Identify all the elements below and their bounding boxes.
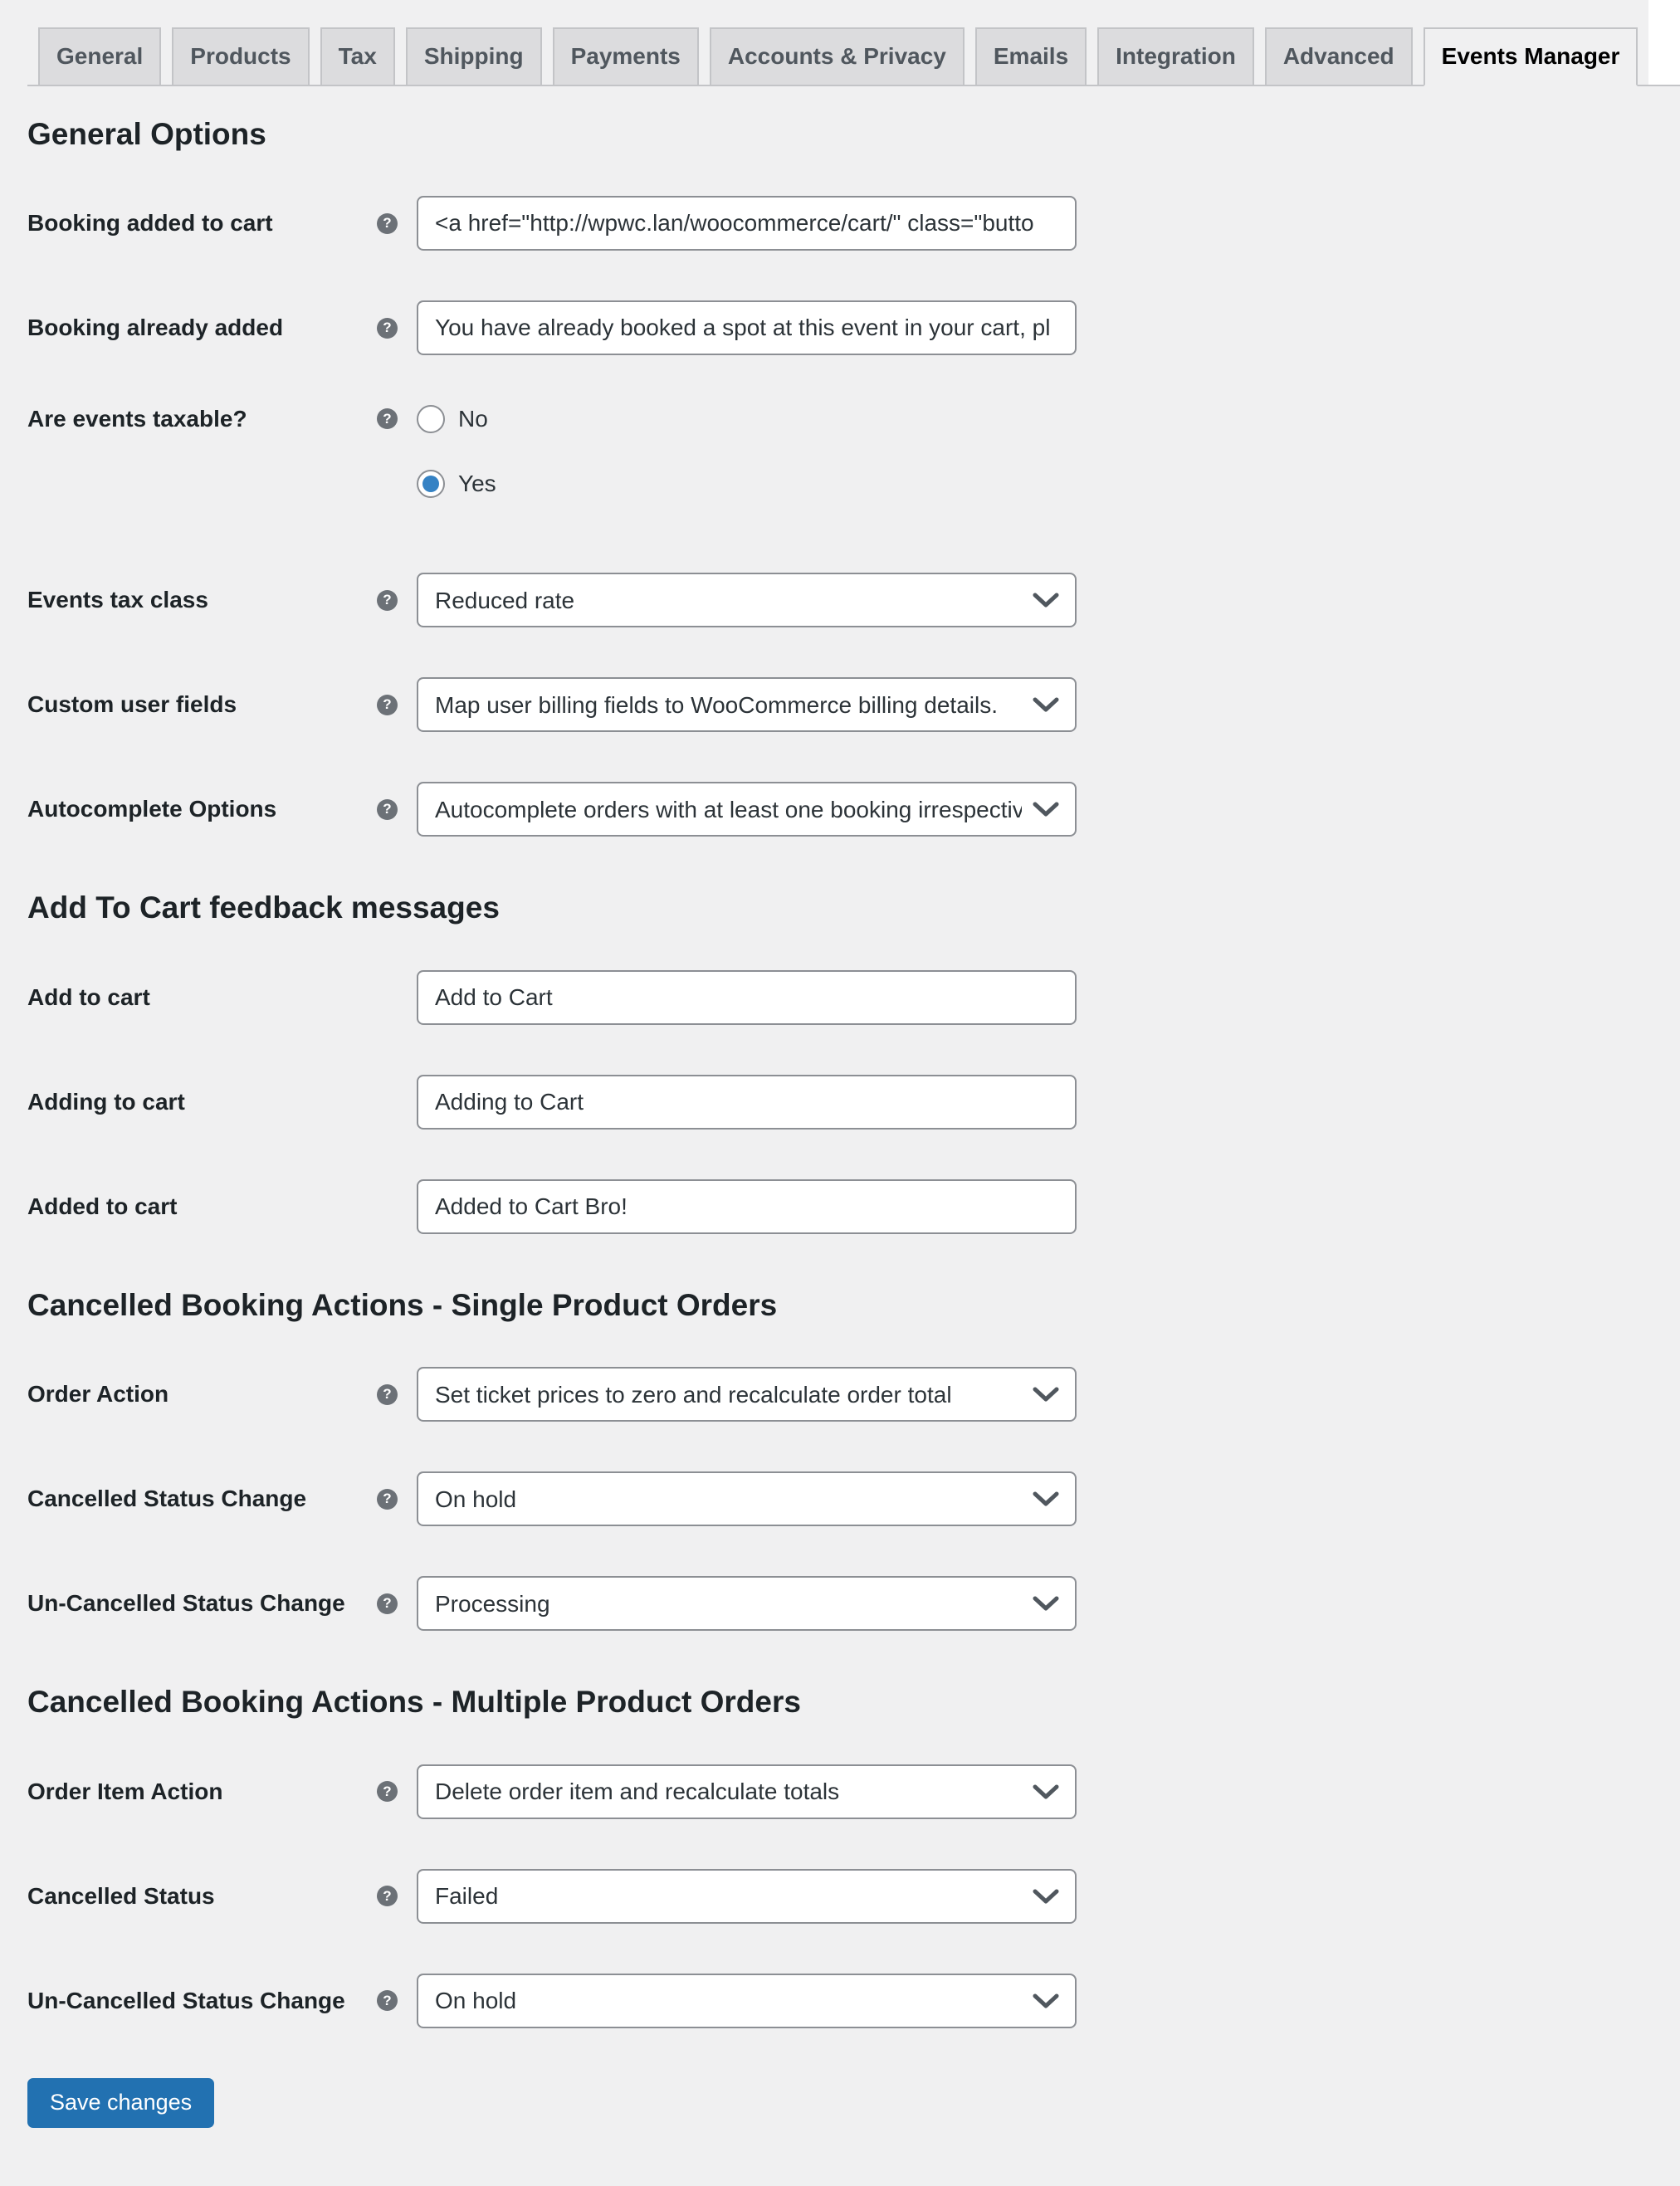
cancelled-status-change-select[interactable] — [417, 1471, 1077, 1526]
tab-accounts-privacy[interactable]: Accounts & Privacy — [710, 27, 965, 85]
tab-general[interactable]: General — [38, 27, 161, 85]
field-cell — [417, 1075, 1077, 1130]
help-cell — [377, 1384, 417, 1405]
tab-events-manager[interactable]: Events Manager — [1424, 27, 1638, 86]
field-label: Cancelled Status Change — [27, 1486, 307, 1512]
field-cell — [417, 300, 1077, 355]
section-title: Cancelled Booking Actions - Single Product Orders — [27, 1287, 778, 1322]
un-cancelled-status-change-select[interactable] — [417, 1576, 1077, 1631]
help-cell — [377, 1593, 417, 1614]
help-cell — [377, 318, 417, 339]
un-cancelled-status-change-select[interactable] — [417, 1974, 1077, 2028]
help-cell — [377, 1489, 417, 1510]
settings-row-custom-user-fields — [27, 677, 1680, 732]
settings-row-add-to-cart — [27, 970, 1680, 1025]
field-cell — [417, 405, 1077, 498]
settings-row-added-to-cart — [27, 1179, 1680, 1234]
tab-advanced[interactable]: Advanced — [1265, 27, 1413, 85]
save-changes-button[interactable]: Save changes — [27, 2078, 214, 2128]
field-label: Booking already added — [27, 315, 284, 341]
field-label: Adding to cart — [27, 1088, 185, 1115]
help-cell — [377, 1886, 417, 1906]
tab-tax[interactable]: Tax — [320, 27, 395, 85]
tabbar-filler — [1648, 0, 1680, 85]
help-tip-icon[interactable]: ? — [377, 1886, 398, 1906]
help-tip-icon[interactable]: ? — [377, 318, 398, 339]
field-cell — [417, 196, 1077, 251]
order-item-action-select[interactable] — [417, 1764, 1077, 1819]
field-label: Are events taxable? — [27, 406, 247, 432]
tab-products[interactable]: Products — [172, 27, 309, 85]
field-label: Order Item Action — [27, 1778, 223, 1804]
help-tip-icon[interactable]: ? — [377, 1384, 398, 1405]
events-tax-class-select[interactable] — [417, 573, 1077, 627]
settings-row-adding-to-cart — [27, 1075, 1680, 1130]
help-cell — [377, 590, 417, 611]
field-cell — [417, 1764, 1077, 1819]
radio-option-label: No — [458, 406, 488, 432]
submit-row — [27, 2078, 1680, 2128]
section-cancelled-booking-actions-multiple-product-orders — [27, 1684, 1680, 2027]
field-cell — [417, 1869, 1077, 1924]
radio-option-yes[interactable] — [417, 470, 1077, 498]
settings-row-un-cancelled-status-change — [27, 1576, 1680, 1631]
tab-shipping[interactable]: Shipping — [406, 27, 542, 85]
settings-row-order-action — [27, 1367, 1680, 1422]
field-label: Booking added to cart — [27, 210, 273, 237]
field-label: Un-Cancelled Status Change — [27, 1590, 345, 1617]
radio-option-no[interactable] — [417, 405, 1077, 433]
settings-row-autocomplete-options — [27, 782, 1680, 837]
section-general-options — [27, 116, 1680, 837]
help-cell — [377, 405, 417, 429]
are-events-taxable-radio-yes[interactable] — [417, 470, 445, 498]
help-tip-icon[interactable]: ? — [377, 213, 398, 234]
field-cell — [417, 677, 1077, 732]
help-tip-icon[interactable]: ? — [377, 1781, 398, 1802]
help-cell — [377, 213, 417, 234]
settings-row-order-item-action — [27, 1764, 1680, 1819]
events-manager-settings-content — [0, 116, 1680, 2171]
booking-already-added-input[interactable] — [417, 300, 1077, 355]
field-label: Order Action — [27, 1381, 169, 1408]
section-cancelled-booking-actions-single-product-orders — [27, 1287, 1680, 1631]
help-tip-icon[interactable]: ? — [377, 590, 398, 611]
help-cell — [377, 1990, 417, 2011]
field-cell — [417, 1974, 1077, 2028]
help-cell — [377, 1781, 417, 1802]
settings-row-cancelled-status-change — [27, 1471, 1680, 1526]
field-label: Add to cart — [27, 983, 150, 1010]
field-cell — [417, 1576, 1077, 1631]
field-label: Custom user fields — [27, 691, 237, 718]
help-tip-icon[interactable]: ? — [377, 1990, 398, 2011]
settings-row-events-tax-class — [27, 573, 1680, 627]
cancelled-status-select[interactable] — [417, 1869, 1077, 1924]
section-title: General Options — [27, 117, 266, 151]
section-title: Cancelled Booking Actions - Multiple Product Orders — [27, 1685, 801, 1720]
field-cell — [417, 1179, 1077, 1234]
field-cell — [417, 1367, 1077, 1422]
field-cell — [417, 1471, 1077, 1526]
custom-user-fields-select[interactable] — [417, 677, 1077, 732]
help-tip-icon[interactable]: ? — [377, 408, 398, 429]
field-label: Un-Cancelled Status Change — [27, 1987, 345, 2013]
tab-payments[interactable]: Payments — [553, 27, 699, 85]
tab-integration[interactable]: Integration — [1097, 27, 1254, 85]
section-add-to-cart-feedback-messages — [27, 890, 1680, 1233]
help-cell — [377, 695, 417, 715]
added-to-cart-input[interactable] — [417, 1179, 1077, 1234]
are-events-taxable-radio-no[interactable] — [417, 405, 445, 433]
settings-sections — [27, 116, 1680, 2028]
settings-tab-bar — [27, 0, 1680, 86]
field-label: Cancelled Status — [27, 1882, 215, 1909]
tab-emails[interactable]: Emails — [975, 27, 1087, 85]
booking-added-to-cart-input[interactable] — [417, 196, 1077, 251]
add-to-cart-input[interactable] — [417, 970, 1077, 1025]
radio-option-label: Yes — [458, 471, 496, 497]
help-tip-icon[interactable]: ? — [377, 799, 398, 820]
section-title: Add To Cart feedback messages — [27, 891, 500, 925]
field-label: Autocomplete Options — [27, 796, 277, 822]
order-action-select[interactable] — [417, 1367, 1077, 1422]
field-label: Events tax class — [27, 587, 208, 613]
field-cell — [417, 970, 1077, 1025]
help-tip-icon[interactable]: ? — [377, 1489, 398, 1510]
field-cell — [417, 573, 1077, 627]
settings-row-booking-added-to-cart — [27, 196, 1680, 251]
settings-row-cancelled-status — [27, 1869, 1680, 1924]
settings-row-un-cancelled-status-change — [27, 1974, 1680, 2028]
autocomplete-options-select[interactable] — [417, 782, 1077, 837]
help-cell — [377, 799, 417, 820]
help-tip-icon[interactable]: ? — [377, 1593, 398, 1614]
field-cell — [417, 782, 1077, 837]
help-tip-icon[interactable]: ? — [377, 695, 398, 715]
adding-to-cart-input[interactable] — [417, 1075, 1077, 1130]
settings-row-booking-already-added — [27, 300, 1680, 355]
field-label: Added to cart — [27, 1193, 178, 1219]
settings-row-are-events-taxable — [27, 405, 1680, 498]
